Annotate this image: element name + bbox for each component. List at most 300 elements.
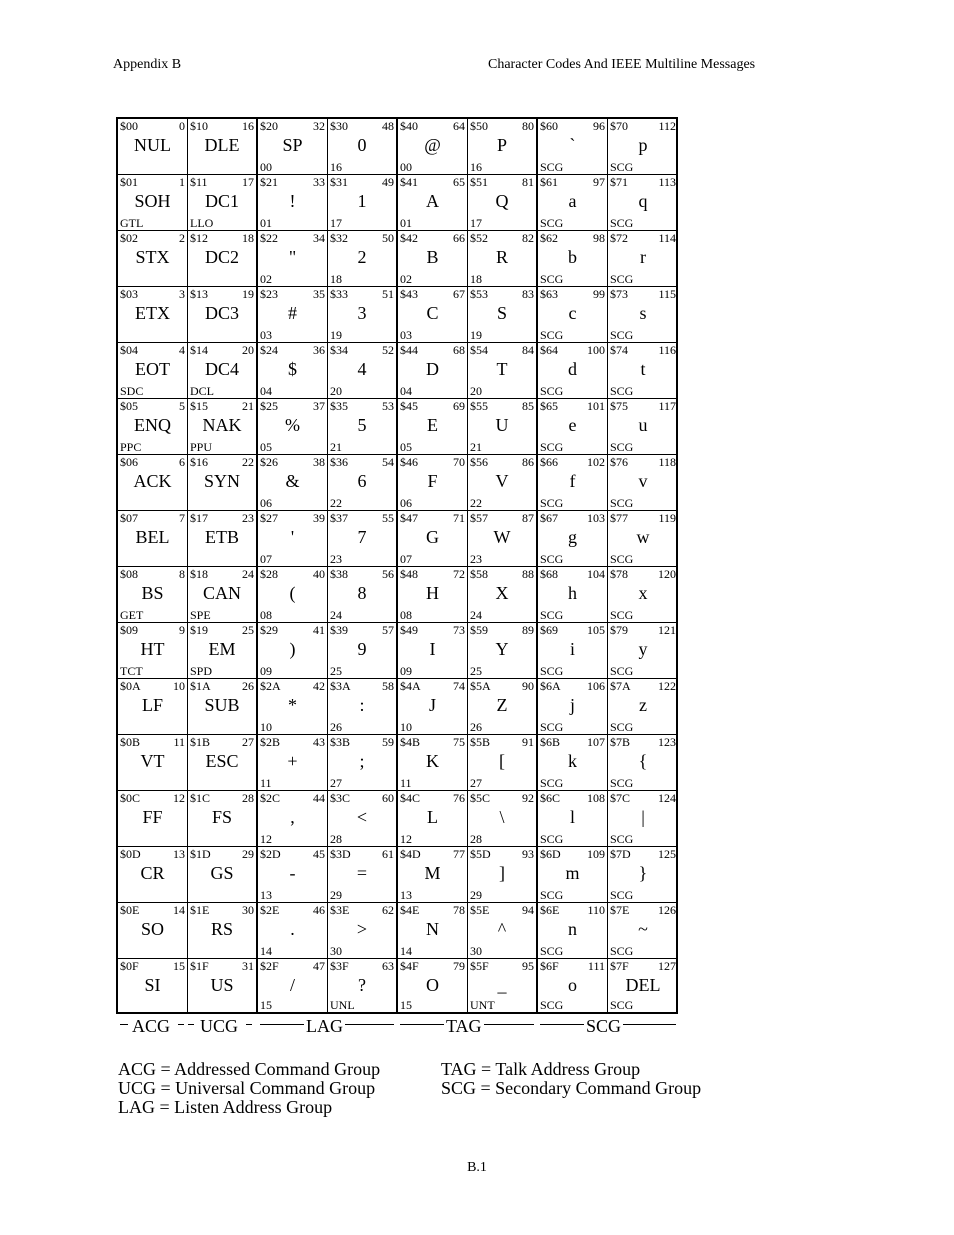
- hex-code: $48: [400, 567, 418, 581]
- code-cell: [538, 455, 607, 511]
- decimal-code: 8: [179, 567, 185, 581]
- decimal-code: 112: [658, 119, 676, 133]
- hex-code: $39: [330, 623, 348, 637]
- code-cell: [608, 903, 678, 959]
- gpib-message: SCG: [540, 776, 564, 790]
- code-cell: [468, 287, 536, 343]
- character: Z: [496, 695, 508, 715]
- hex-code: $30: [330, 119, 348, 133]
- code-cell: [118, 287, 187, 343]
- hex-code: $23: [260, 287, 278, 301]
- hex-code: $64: [540, 343, 558, 357]
- code-cell: [398, 903, 467, 959]
- character: 6: [357, 471, 367, 491]
- character: s: [639, 303, 647, 323]
- decimal-code: 1: [179, 175, 185, 189]
- character: R: [495, 247, 508, 267]
- decimal-code: 78: [453, 903, 465, 917]
- hex-code: $3F: [330, 959, 349, 973]
- table-column: [328, 119, 398, 1012]
- character: !: [289, 191, 296, 211]
- hex-code: $28: [260, 567, 278, 581]
- hex-code: $07: [120, 511, 138, 525]
- gpib-message: 08: [400, 608, 412, 622]
- character: $: [288, 359, 297, 379]
- hex-code: $7A: [610, 679, 631, 693]
- decimal-code: 98: [593, 231, 605, 245]
- gpib-message: 17: [470, 216, 482, 230]
- code-cell: [538, 959, 607, 1012]
- hex-code: $33: [330, 287, 348, 301]
- decimal-code: 51: [382, 287, 394, 301]
- code-cell: [468, 623, 536, 679]
- decimal-code: 73: [453, 623, 465, 637]
- gpib-message: 19: [470, 328, 482, 342]
- hex-code: $27: [260, 511, 278, 525]
- gpib-message: 03: [260, 328, 272, 342]
- gpib-message: 05: [400, 440, 412, 454]
- decimal-code: 117: [658, 399, 676, 413]
- gpib-message: 27: [470, 776, 482, 790]
- hex-code: $77: [610, 511, 628, 525]
- character: |: [641, 807, 645, 827]
- gpib-message: 18: [470, 272, 482, 286]
- code-cell: [188, 455, 256, 511]
- character: i: [569, 639, 575, 659]
- character: NUL: [134, 135, 171, 155]
- character: H: [426, 583, 439, 603]
- character: Y: [495, 639, 509, 659]
- gpib-message: 15: [260, 998, 272, 1012]
- code-cell: [258, 623, 327, 679]
- gpib-message: 21: [470, 440, 482, 454]
- decimal-code: 23: [242, 511, 254, 525]
- gpib-message: 28: [330, 832, 342, 846]
- hex-code: $1A: [190, 679, 211, 693]
- gpib-message: 01: [400, 216, 412, 230]
- code-cell: [118, 399, 187, 455]
- hex-code: $32: [330, 231, 348, 245]
- decimal-code: 116: [658, 343, 676, 357]
- hex-code: $1B: [190, 735, 211, 749]
- hex-code: $0B: [120, 735, 141, 749]
- hex-code: $62: [540, 231, 558, 245]
- hex-code: $47: [400, 511, 418, 525]
- gpib-message: SCG: [610, 776, 634, 790]
- character: ?: [358, 975, 366, 995]
- character: ACK: [133, 471, 172, 491]
- hex-code: $4A: [400, 679, 421, 693]
- character: y: [638, 639, 648, 659]
- code-cell: [398, 847, 467, 903]
- gpib-message: SPD: [190, 664, 213, 678]
- group-label-ucg: UCG: [200, 1016, 239, 1036]
- hex-code: $4D: [400, 847, 421, 861]
- decimal-code: 71: [453, 511, 465, 525]
- gpib-message: 14: [400, 944, 412, 958]
- character: DEL: [625, 975, 661, 995]
- gpib-message: PPU: [190, 440, 213, 454]
- gpib-message: 16: [470, 160, 482, 174]
- code-cell: [468, 903, 536, 959]
- decimal-code: 33: [313, 175, 325, 189]
- hex-code: $0F: [120, 959, 139, 973]
- gpib-message: SCG: [610, 608, 634, 622]
- code-cell: [188, 287, 256, 343]
- hex-code: $6C: [540, 791, 561, 805]
- code-cell: [188, 903, 256, 959]
- code-cell: [398, 511, 467, 567]
- code-cell: [538, 287, 607, 343]
- character: DC3: [204, 303, 239, 323]
- group-label-acg: ACG: [132, 1016, 171, 1036]
- group-label-scg: SCG: [586, 1016, 622, 1036]
- character: 9: [357, 639, 367, 659]
- gpib-message: 03: [400, 328, 412, 342]
- hex-code: $54: [470, 343, 488, 357]
- group-row-scg: [538, 1016, 678, 1036]
- decimal-code: 36: [313, 343, 325, 357]
- decimal-code: 63: [382, 959, 394, 973]
- code-cell: [468, 679, 536, 735]
- decimal-code: 70: [453, 455, 465, 469]
- gpib-message: 02: [260, 272, 272, 286]
- decimal-code: 69: [453, 399, 465, 413]
- character: BEL: [135, 527, 170, 547]
- character: C: [426, 303, 439, 323]
- table-column: [538, 119, 608, 1012]
- legend-ucg: UCG = Universal Command Group: [118, 1078, 376, 1098]
- character: [: [499, 751, 505, 771]
- gpib-message: SCG: [610, 496, 634, 510]
- character: f: [569, 471, 576, 491]
- character: O: [426, 975, 439, 995]
- code-cell: [188, 679, 256, 735]
- hex-code: $00: [120, 119, 138, 133]
- code-cell: [608, 735, 678, 791]
- code-cell: [258, 959, 327, 1012]
- code-cell: [468, 791, 536, 847]
- hex-code: $0D: [120, 847, 141, 861]
- hex-code: $78: [610, 567, 628, 581]
- character: u: [638, 415, 648, 435]
- table-column: [258, 119, 328, 1012]
- character: o: [568, 975, 577, 995]
- hex-code: $1D: [190, 847, 211, 861]
- code-cell: [468, 567, 536, 623]
- character: HT: [140, 639, 165, 659]
- decimal-code: 45: [313, 847, 325, 861]
- gpib-message: 14: [260, 944, 272, 958]
- code-cell: [398, 623, 467, 679]
- decimal-code: 64: [453, 119, 465, 133]
- gpib-message: PPC: [120, 440, 142, 454]
- hex-code: $73: [610, 287, 628, 301]
- gpib-message: 00: [260, 160, 272, 174]
- decimal-code: 79: [453, 959, 465, 973]
- decimal-code: 34: [313, 231, 325, 245]
- gpib-message: 10: [400, 720, 412, 734]
- hex-code: $04: [120, 343, 138, 357]
- character: S: [496, 303, 507, 323]
- decimal-code: 100: [587, 343, 605, 357]
- code-cell: [118, 119, 187, 175]
- decimal-code: 113: [658, 175, 676, 189]
- hex-code: $6D: [540, 847, 561, 861]
- code-cell: [328, 903, 396, 959]
- code-cell: [468, 399, 536, 455]
- code-cell: [608, 791, 678, 847]
- character: `: [569, 135, 576, 155]
- code-cell: [538, 623, 607, 679]
- decimal-code: 12: [173, 791, 185, 805]
- gpib-message: 22: [470, 496, 482, 510]
- character: SI: [144, 975, 161, 995]
- gpib-message: 06: [400, 496, 412, 510]
- gpib-message: SCG: [540, 216, 564, 230]
- code-cell: [608, 847, 678, 903]
- code-cell: [468, 119, 536, 175]
- character: 5: [357, 415, 367, 435]
- decimal-code: 77: [453, 847, 465, 861]
- character: g: [568, 527, 577, 547]
- decimal-code: 86: [522, 455, 534, 469]
- code-cell: [188, 847, 256, 903]
- hex-code: $25: [260, 399, 278, 413]
- gpib-message: 21: [330, 440, 342, 454]
- hex-code: $55: [470, 399, 488, 413]
- character: F: [427, 471, 438, 491]
- character: ": [288, 247, 297, 267]
- gpib-message: 29: [470, 888, 482, 902]
- character: j: [569, 695, 575, 715]
- decimal-code: 107: [587, 735, 605, 749]
- hex-code: $05: [120, 399, 138, 413]
- gpib-message: 13: [400, 888, 412, 902]
- hex-code: $5E: [470, 903, 490, 917]
- decimal-code: 110: [587, 903, 605, 917]
- gpib-message: 10: [260, 720, 272, 734]
- hex-code: $3A: [330, 679, 351, 693]
- decimal-code: 57: [382, 623, 394, 637]
- character: M: [424, 863, 441, 883]
- group-label-tag: TAG: [446, 1016, 482, 1036]
- character-code-table: [116, 117, 678, 1014]
- hex-code: $13: [190, 287, 208, 301]
- character: EOT: [135, 359, 170, 379]
- code-cell: [328, 735, 396, 791]
- character: CAN: [202, 583, 241, 603]
- decimal-code: 81: [522, 175, 534, 189]
- code-cell: [468, 511, 536, 567]
- character: #: [288, 303, 297, 323]
- table-column: [398, 119, 468, 1012]
- decimal-code: 125: [658, 847, 676, 861]
- gpib-message: 05: [260, 440, 272, 454]
- hex-code: $72: [610, 231, 628, 245]
- character: l: [569, 807, 575, 827]
- gpib-message: 25: [470, 664, 482, 678]
- legend-tag: TAG = Talk Address Group: [441, 1059, 641, 1079]
- hex-code: $41: [400, 175, 418, 189]
- character: G: [426, 527, 439, 547]
- code-cell: [188, 343, 256, 399]
- group-label-lag: LAG: [306, 1016, 343, 1036]
- character: EM: [208, 639, 236, 659]
- gpib-message: SCG: [540, 160, 564, 174]
- decimal-code: 61: [382, 847, 394, 861]
- gpib-message: SCG: [610, 328, 634, 342]
- character: }: [638, 863, 648, 883]
- character: ETB: [205, 527, 239, 547]
- decimal-code: 82: [522, 231, 534, 245]
- decimal-code: 28: [242, 791, 254, 805]
- character: .: [290, 919, 295, 939]
- decimal-code: 37: [313, 399, 325, 413]
- decimal-code: 16: [242, 119, 254, 133]
- gpib-message: SCG: [540, 384, 564, 398]
- code-cell: [328, 175, 396, 231]
- code-cell: [328, 623, 396, 679]
- character: LF: [141, 695, 163, 715]
- code-cell: [608, 175, 678, 231]
- gpib-message: 01: [260, 216, 272, 230]
- character: N: [426, 919, 439, 939]
- character: L: [427, 807, 438, 827]
- hex-code: $37: [330, 511, 348, 525]
- decimal-code: 20: [242, 343, 254, 357]
- decimal-code: 14: [173, 903, 185, 917]
- code-cell: [258, 567, 327, 623]
- gpib-message: SCG: [610, 998, 634, 1012]
- gpib-message: SCG: [610, 552, 634, 566]
- hex-code: $4B: [400, 735, 421, 749]
- legend-lag: LAG = Listen Address Group: [118, 1097, 333, 1117]
- character: SOH: [134, 191, 171, 211]
- code-cell: [258, 175, 327, 231]
- gpib-message: UNT: [470, 998, 495, 1012]
- gpib-message: SCG: [610, 720, 634, 734]
- gpib-message: 12: [400, 832, 412, 846]
- hex-code: $57: [470, 511, 488, 525]
- hex-code: $14: [190, 343, 208, 357]
- hex-code: $18: [190, 567, 208, 581]
- hex-code: $2F: [260, 959, 279, 973]
- code-cell: [258, 903, 327, 959]
- decimal-code: 87: [522, 511, 534, 525]
- code-cell: [258, 791, 327, 847]
- code-cell: [538, 175, 607, 231]
- code-cell: [538, 343, 607, 399]
- character: X: [495, 583, 509, 603]
- character: <: [356, 807, 368, 827]
- character: 4: [357, 359, 367, 379]
- gpib-message: SPE: [190, 608, 211, 622]
- hex-code: $70: [610, 119, 628, 133]
- character: SP: [282, 135, 303, 155]
- gpib-message: 02: [400, 272, 412, 286]
- decimal-code: 38: [313, 455, 325, 469]
- decimal-code: 46: [313, 903, 325, 917]
- code-cell: [608, 959, 678, 1012]
- character: GS: [210, 863, 234, 883]
- table-column: [188, 119, 258, 1012]
- code-cell: [328, 399, 396, 455]
- hex-code: $24: [260, 343, 278, 357]
- decimal-code: 108: [587, 791, 605, 805]
- decimal-code: 65: [453, 175, 465, 189]
- hex-code: $26: [260, 455, 278, 469]
- decimal-code: 19: [242, 287, 254, 301]
- code-cell: [118, 791, 187, 847]
- decimal-code: 122: [658, 679, 676, 693]
- decimal-code: 60: [382, 791, 394, 805]
- gpib-message: 23: [330, 552, 342, 566]
- decimal-code: 11: [173, 735, 185, 749]
- decimal-code: 127: [658, 959, 676, 973]
- code-cell: [398, 735, 467, 791]
- hex-code: $65: [540, 399, 558, 413]
- table-column: [468, 119, 538, 1012]
- code-cell: [538, 511, 607, 567]
- character: D: [426, 359, 439, 379]
- gpib-message: 24: [330, 608, 342, 622]
- hex-code: $11: [190, 175, 208, 189]
- gpib-message: SCG: [540, 440, 564, 454]
- character: z: [639, 695, 647, 715]
- decimal-code: 121: [658, 623, 676, 637]
- code-cell: [118, 903, 187, 959]
- code-cell: [468, 847, 536, 903]
- gpib-message: SCG: [610, 160, 634, 174]
- hex-code: $09: [120, 623, 138, 637]
- gpib-message: 09: [260, 664, 272, 678]
- hex-code: $29: [260, 623, 278, 637]
- gpib-message: 24: [470, 608, 482, 622]
- character: VT: [140, 751, 165, 771]
- hex-code: $1F: [190, 959, 209, 973]
- decimal-code: 41: [313, 623, 325, 637]
- code-cell: [328, 119, 396, 175]
- gpib-message: GTL: [120, 216, 144, 230]
- decimal-code: 58: [382, 679, 394, 693]
- code-cell: [188, 175, 256, 231]
- gpib-message: 08: [260, 608, 272, 622]
- code-cell: [188, 231, 256, 287]
- hex-code: $7F: [610, 959, 629, 973]
- code-cell: [538, 847, 607, 903]
- table-column: [118, 119, 188, 1012]
- decimal-code: 31: [242, 959, 254, 973]
- header-left: Appendix B: [113, 57, 182, 72]
- character: 7: [357, 527, 367, 547]
- decimal-code: 83: [522, 287, 534, 301]
- code-cell: [118, 455, 187, 511]
- gpib-message: SCG: [540, 998, 564, 1012]
- gpib-message: LLO: [190, 216, 214, 230]
- hex-code: $10: [190, 119, 208, 133]
- gpib-message: SDC: [120, 384, 144, 398]
- gpib-message: 23: [470, 552, 482, 566]
- decimal-code: 3: [179, 287, 185, 301]
- gpib-message: 11: [260, 776, 272, 790]
- code-cell: [608, 623, 678, 679]
- decimal-code: 47: [313, 959, 325, 973]
- decimal-code: 53: [382, 399, 394, 413]
- character: NAK: [202, 415, 242, 435]
- hex-code: $20: [260, 119, 278, 133]
- character: SYN: [203, 471, 240, 491]
